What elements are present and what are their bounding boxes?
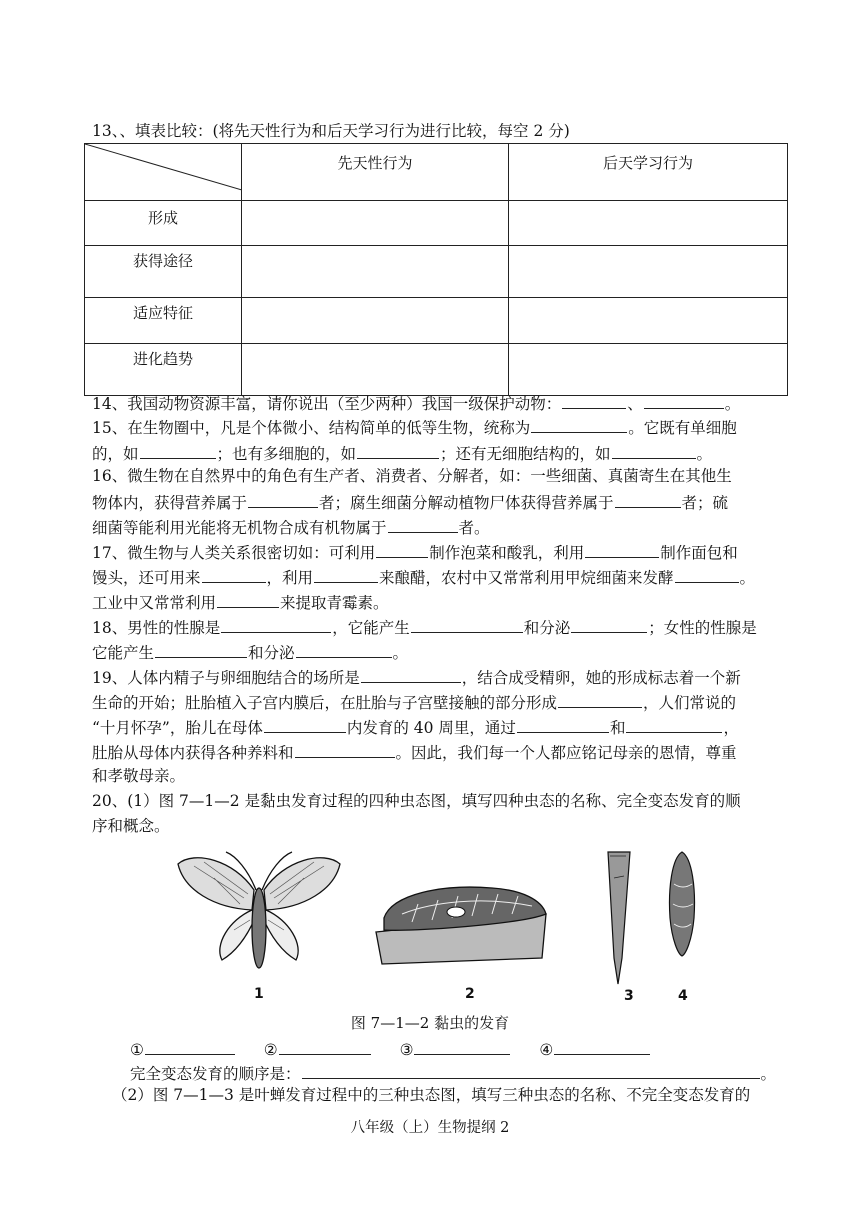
answer-blank[interactable] [221,614,331,633]
comparison-table [84,143,788,396]
row-label: 进化趋势 [85,344,242,396]
answer-cell[interactable] [242,298,509,344]
answer-blank[interactable] [376,539,428,558]
q14 [92,390,740,416]
q17-text: 制作泡菜和酸乳，利用 [429,544,585,562]
table-row [85,344,788,396]
q16-line2 [92,489,728,515]
answer-blank[interactable] [357,440,439,459]
answer-cell[interactable] [509,344,788,396]
q15-text: 15、在生物圈中，凡是个体微小、结构简单的低等生物，统称为 [92,419,531,437]
q18-line1 [92,614,757,640]
answer-blank[interactable] [217,589,279,608]
answer-blank[interactable] [626,714,722,733]
figure-caption: 图 7—1—2 黏虫的发育 [350,1014,510,1032]
answer-blank[interactable] [612,440,696,459]
q19-text: 。因此，我们每一个人都应铭记母亲的恩情，尊重 [395,744,737,762]
armyworm-figure [160,840,720,1015]
q17-text: ，利用 [266,569,314,587]
q16-line3 [92,514,490,540]
answer-blank[interactable] [531,414,627,433]
q19-text: ，人们常说的 [643,694,737,712]
q17-line3 [92,589,389,615]
q14-text: 14、我国动物资源丰富，请你说出（至少两种）我国一级保护动物： [92,395,562,413]
q19-line5: 和孝敬母亲。 [92,767,186,785]
answer-blank[interactable] [571,614,647,633]
q16-text: 者；硫 [681,494,729,512]
answer-blank[interactable] [517,714,609,733]
q18-text: 和分泌 [523,619,571,637]
q20-line2: 序和概念。 [92,817,170,835]
answer-blank[interactable] [414,1036,510,1055]
q19-text: “十月怀孕”，胎儿在母体 [92,719,263,737]
answer-cell[interactable] [509,298,788,344]
q18-text: 。 [392,644,409,662]
answer-cell[interactable] [242,201,509,246]
answer-blank[interactable] [279,1036,371,1055]
q20-stage-blanks [130,1036,651,1062]
answer-blank[interactable] [202,564,266,583]
page-footer: 八年级（上）生物提纲 2 [350,1120,510,1136]
q16-text: 者；腐生细菌分解动植物尸体获得营养属于 [319,494,614,512]
q15-line2 [92,440,712,466]
q20-part2: （2）图 7—1—3 是叶蝉发育过程中的三种虫态图，填写三种虫态的名称、不完全变态发育的 [112,1086,751,1104]
answer-blank[interactable] [411,614,523,633]
q20-text: 完全变态发育的顺序是： [130,1065,301,1083]
row-label: 适应特征 [85,298,242,344]
answer-blank[interactable] [264,714,346,733]
q19-text: 和 [609,719,626,737]
q15-text: 。它既有单细胞 [628,419,737,437]
cocoon-illustration [664,848,700,958]
figure-number-2: 2 [465,986,475,1002]
q17-text: 工业中又常常利用 [92,594,217,612]
answer-blank[interactable] [302,1060,760,1079]
q20-line1: 20、(1）图 7—1—2 是黏虫发育过程的四种虫态图，填写四种虫态的名称、完全变态发育的顺 [92,792,741,810]
q18-text: ，它能产生 [332,619,410,637]
q17-line1 [92,539,738,565]
answer-cell[interactable] [509,201,788,246]
header-innate: 先天性行为 [242,144,509,201]
blank-marker: ④ [539,1041,554,1059]
answer-blank[interactable] [140,440,216,459]
q16-text: 者。 [458,519,490,537]
q19-line3 [92,714,739,740]
table-row [85,246,788,298]
q17-text: 来酿醋，农村中又常常利用甲烷细菌来发酵 [379,569,674,587]
table-row [85,298,788,344]
answer-blank[interactable] [562,390,626,409]
answer-cell[interactable] [509,246,788,298]
q18-text: ；女性的性腺是 [648,619,757,637]
q17-text: 17、微生物与人类关系很密切如：可利用 [92,544,376,562]
q19-text: 内发育的 40 周里，通过 [346,719,516,737]
separator: 、 [627,395,643,413]
answer-blank[interactable] [388,514,458,533]
q15-line1 [92,414,737,440]
q17-text: 。 [739,569,756,587]
blank-marker: ① [130,1041,144,1059]
answer-blank[interactable] [615,489,681,508]
pupa-illustration [604,848,634,988]
moth-illustration [174,850,344,980]
row-label: 获得途径 [85,246,242,298]
q15-text: ；也有多细胞的，如 [216,445,357,463]
answer-blank[interactable] [295,739,395,758]
blank-marker: ② [263,1041,278,1059]
answer-blank[interactable] [585,539,659,558]
q19-line1 [92,664,741,690]
answer-cell[interactable] [242,344,509,396]
row-label: 形成 [85,201,242,246]
q18-text: 它能产生 [92,644,155,662]
q18-text: 和分泌 [248,644,295,662]
q13-title: 13、、填表比较：(将先天性行为和后天学习行为进行比较，每空 2 分) [92,122,570,140]
q19-line2 [92,689,736,715]
header-learned: 后天学习行为 [509,144,788,201]
q17-text: 来提取青霉素。 [280,594,389,612]
larva-illustration [372,874,550,966]
q19-text: ，结合成受精卵，她的形成标志着一个新 [461,669,741,687]
answer-blank[interactable] [558,689,642,708]
q16-text: 物体内，获得营养属于 [92,494,248,512]
table-row [85,201,788,246]
q19-text: ， [723,719,739,737]
answer-blank[interactable] [675,564,739,583]
q16-line1: 16、微生物在自然界中的角色有生产者、消费者、分解者，如：一些细菌、真菌寄生在其他生 [92,467,732,485]
diagonal-line [85,144,242,192]
q16-text: 细菌等能利用光能将无机物合成有机物属于 [92,519,387,537]
period: 。 [724,395,741,413]
q17-line2 [92,564,755,590]
answer-blank[interactable] [314,564,378,583]
q15-text: 的，如 [92,445,139,463]
q19-text: 生命的开始；肚胎植入子宫内膜后，在肚胎与子宫壁接触的部分形成 [92,694,558,712]
answer-blank[interactable] [145,1036,235,1055]
q19-line4 [92,739,737,765]
answer-cell[interactable] [242,246,509,298]
q15-text: 。 [696,445,713,463]
q17-text: 制作面包和 [660,544,738,562]
answer-blank[interactable] [554,1036,650,1055]
q19-text: 19、人体内精子与卵细胞结合的场所是 [92,669,360,687]
q15-text: ；还有无细胞结构的，如 [440,445,611,463]
figure-number-1: 1 [254,986,264,1002]
diagonal-header-cell [85,144,242,201]
answer-blank[interactable] [361,664,461,683]
q18-line2 [92,639,408,665]
answer-blank[interactable] [296,639,392,658]
answer-blank[interactable] [155,639,247,658]
period: 。 [760,1065,777,1083]
figure-number-3: 3 [624,988,634,1004]
figure-number-4: 4 [678,988,688,1004]
answer-blank[interactable] [248,489,318,508]
blank-marker: ③ [399,1041,414,1059]
q17-text: 馒头，还可用来 [92,569,201,587]
q18-text: 18、男性的性腺是 [92,619,221,637]
table-header-row [85,144,788,201]
answer-blank[interactable] [644,390,724,409]
q19-text: 肚胎从母体内获得各种养料和 [92,744,294,762]
